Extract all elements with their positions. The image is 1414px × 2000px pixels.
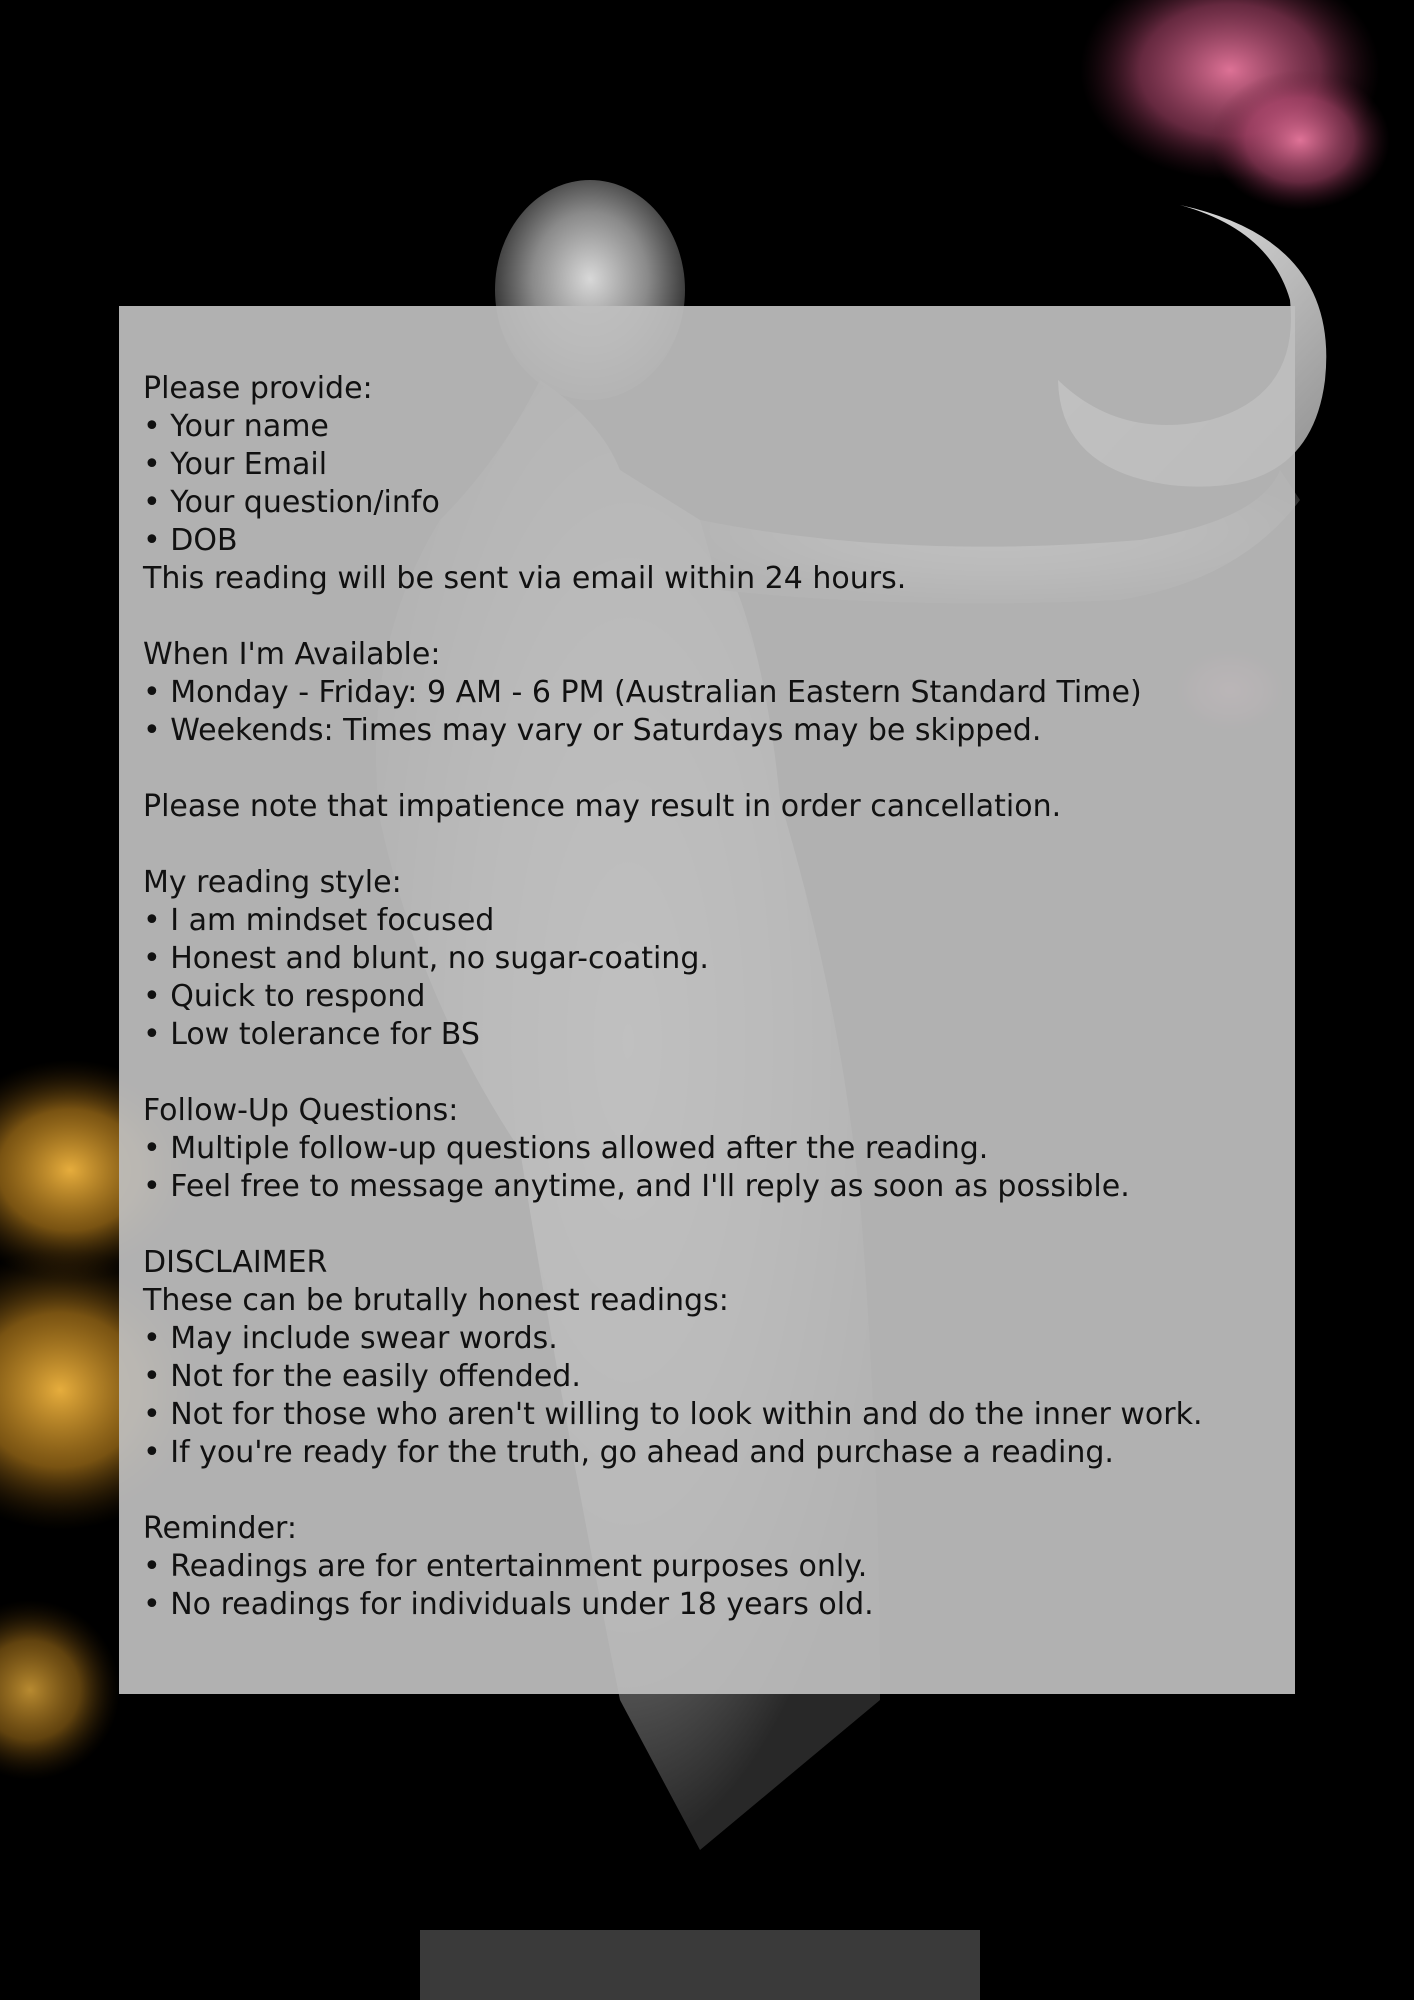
delivery-note: This reading will be sent via email within 24 hours.	[143, 561, 907, 596]
list-item: • If you're ready for the truth, go ahead and purchase a reading.	[143, 1435, 1114, 1470]
section-follow-up	[143, 1092, 1283, 1206]
list-item: • Multiple follow-up questions allowed after the reading.	[143, 1131, 989, 1166]
list-item: • I am mindset focused	[143, 903, 495, 938]
impatience-note: Please note that impatience may result in order cancellation.	[143, 789, 1062, 824]
list-item: • Quick to respond	[143, 979, 426, 1014]
statue-base	[420, 1930, 980, 2000]
list-item: • No readings for individuals under 18 years old.	[143, 1587, 874, 1622]
availability-heading: When I'm Available:	[143, 637, 441, 672]
section-impatience-note	[143, 788, 1283, 826]
list-item: • Monday - Friday: 9 AM - 6 PM (Australian Eastern Standard Time)	[143, 675, 1142, 710]
list-item: • Not for those who aren't willing to look within and do the inner work.	[143, 1397, 1203, 1432]
list-item: • Your Email	[143, 447, 328, 482]
section-please-provide	[143, 370, 1283, 598]
list-item: • May include swear words.	[143, 1321, 558, 1356]
list-item: • Weekends: Times may vary or Saturdays may be skipped.	[143, 713, 1042, 748]
section-disclaimer	[143, 1244, 1283, 1472]
list-item: • Feel free to message anytime, and I'll reply as soon as possible.	[143, 1169, 1130, 1204]
yellow-flower-lower	[0, 1600, 120, 1780]
list-item: • Readings are for entertainment purposes only.	[143, 1549, 868, 1584]
reminder-heading: Reminder:	[143, 1511, 297, 1546]
follow-up-heading: Follow-Up Questions:	[143, 1093, 459, 1128]
info-text	[143, 370, 1283, 1624]
pink-blossom-right	[1210, 70, 1390, 210]
list-item: • Your name	[143, 409, 329, 444]
section-reading-style	[143, 864, 1283, 1054]
list-item: • Low tolerance for BS	[143, 1017, 480, 1052]
reading-style-heading: My reading style:	[143, 865, 402, 900]
disclaimer-heading: DISCLAIMER	[143, 1245, 328, 1280]
list-item: • Your question/info	[143, 485, 440, 520]
list-item: • Not for the easily offended.	[143, 1359, 581, 1394]
list-item: • Honest and blunt, no sugar-coating.	[143, 941, 709, 976]
list-item: • DOB	[143, 523, 238, 558]
section-availability	[143, 636, 1283, 750]
disclaimer-intro: These can be brutally honest readings:	[143, 1283, 729, 1318]
section-reminder	[143, 1510, 1283, 1624]
please-provide-heading: Please provide:	[143, 371, 373, 406]
